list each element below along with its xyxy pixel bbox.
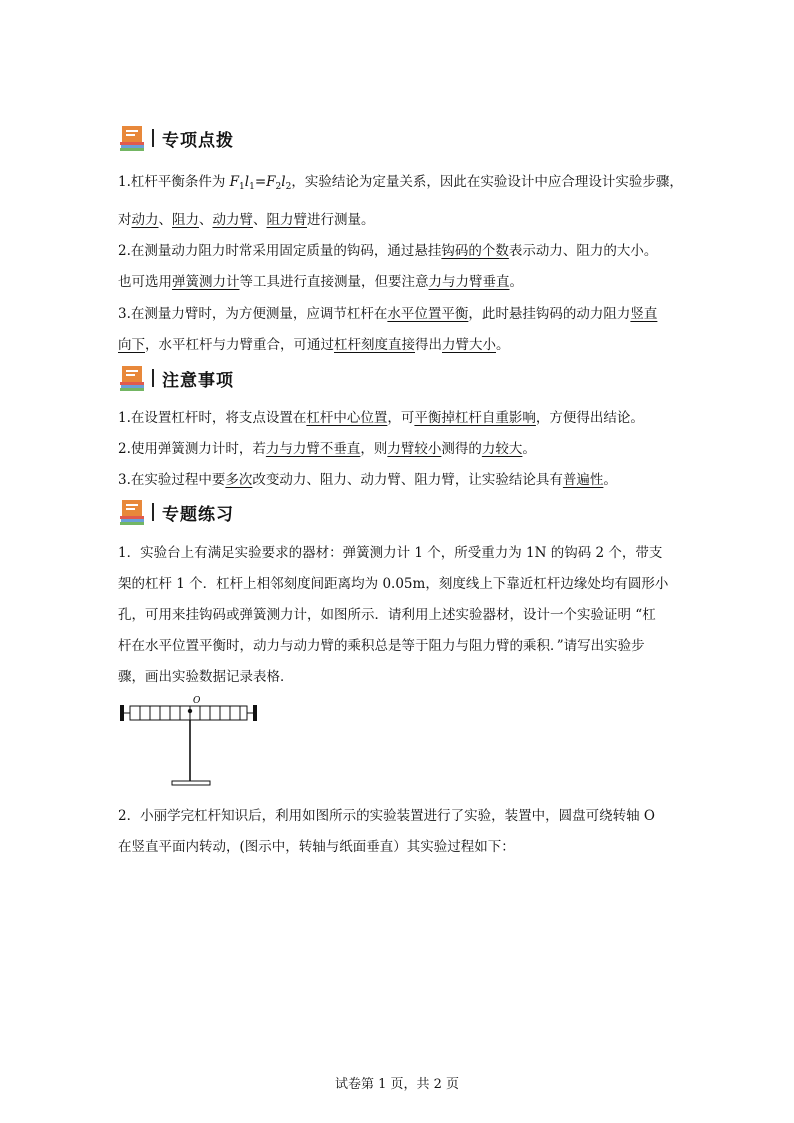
notebook-books-icon <box>120 124 146 152</box>
heading-divider <box>152 369 154 387</box>
q1-line-3: 孔，可用来挂钩码或弹簧测力计，如图所示．请利用上述实验器材，设计一个实验证明 “杠 <box>118 607 656 623</box>
q1-line-2: 架的杠杆 1 个．杠杆上相邻刻度间距离均为 0.05m，刻度线上下靠近杠杆边缘处均有圆形小 <box>118 576 669 592</box>
notes-line-2: 2.使用弹簧测力计时，若力与力臂不垂直，则力臂较小测得的力较大。 <box>118 441 536 457</box>
lever-figure <box>118 690 268 790</box>
pivot-label: O <box>193 696 201 706</box>
tips-line-6: 向下，水平杠杆与力臂重合，可通过杠杆刻度直接得出力臂大小。 <box>118 337 510 353</box>
q2-line-2: 在竖直平面内转动，(图示中，转轴与纸面垂直）其实验过程如下： <box>118 839 515 855</box>
notes-line-1: 1.在设置杠杆时，将支点设置在杠杆中心位置，可平衡掉杠杆自重影响，方便得出结论。 <box>118 410 644 426</box>
tips-line-2: 对动力、阻力、动力臂、阻力臂进行测量。 <box>118 212 375 228</box>
q1-line-5: 骤，画出实验数据记录表格． <box>118 669 294 685</box>
q1-line-1: 1．实验台上有满足实验要求的器材：弹簧测力计 1 个，所受重力为 1N 的钩码 2 个，带支 <box>118 545 663 561</box>
notebook-books-icon <box>120 498 146 526</box>
section-heading-tips <box>120 123 234 153</box>
section-heading-practice <box>120 497 234 527</box>
lever-end-cap-left <box>120 705 124 721</box>
page-footer: 试卷第 1 页，共 2 页 <box>334 1077 460 1092</box>
heading-divider <box>152 129 154 147</box>
tips-line-1: 1.杠杆平衡条件为 $F_1l_1=F_2l_2$，实验结论为定量关系，因此在实验设计中应合理设计实验步骤， <box>118 174 683 192</box>
heading-title: 注意事项 <box>162 370 234 391</box>
tips-line-3: 2.在测量动力阻力时常采用固定质量的钩码，通过悬挂钩码的个数表示动力、阻力的大小。 <box>118 243 658 259</box>
q1-line-4: 杆在水平位置平衡时，动力与动力臂的乘积总是等于阻力与阻力臂的乘积．”请写出实验步 <box>118 638 645 654</box>
lever-stand-base <box>172 781 210 785</box>
lever-pivot <box>188 709 192 713</box>
lever-end-cap-right <box>253 705 257 721</box>
q2-line-1: 2．小丽学完杠杆知识后，利用如图所示的实验装置进行了实验，装置中，圆盘可绕转轴 O <box>118 808 655 824</box>
tips-line-4: 也可选用弹簧测力计等工具进行直接测量，但要注意力与力臂垂直。 <box>118 274 523 290</box>
heading-title: 专题练习 <box>162 504 234 525</box>
heading-divider <box>152 503 154 521</box>
tips-line-5: 3.在测量力臂时，为方便测量，应调节杠杆在水平位置平衡，此时悬挂钩码的动力阻力竖直 <box>118 306 658 322</box>
lever-bar <box>130 706 247 720</box>
heading-title: 专项点拨 <box>162 130 234 151</box>
notebook-books-icon <box>120 364 146 392</box>
section-heading-notes <box>120 363 234 393</box>
notes-line-3: 3.在实验过程中要多次改变动力、阻力、动力臂、阻力臂，让实验结论具有普遍性。 <box>118 472 617 488</box>
